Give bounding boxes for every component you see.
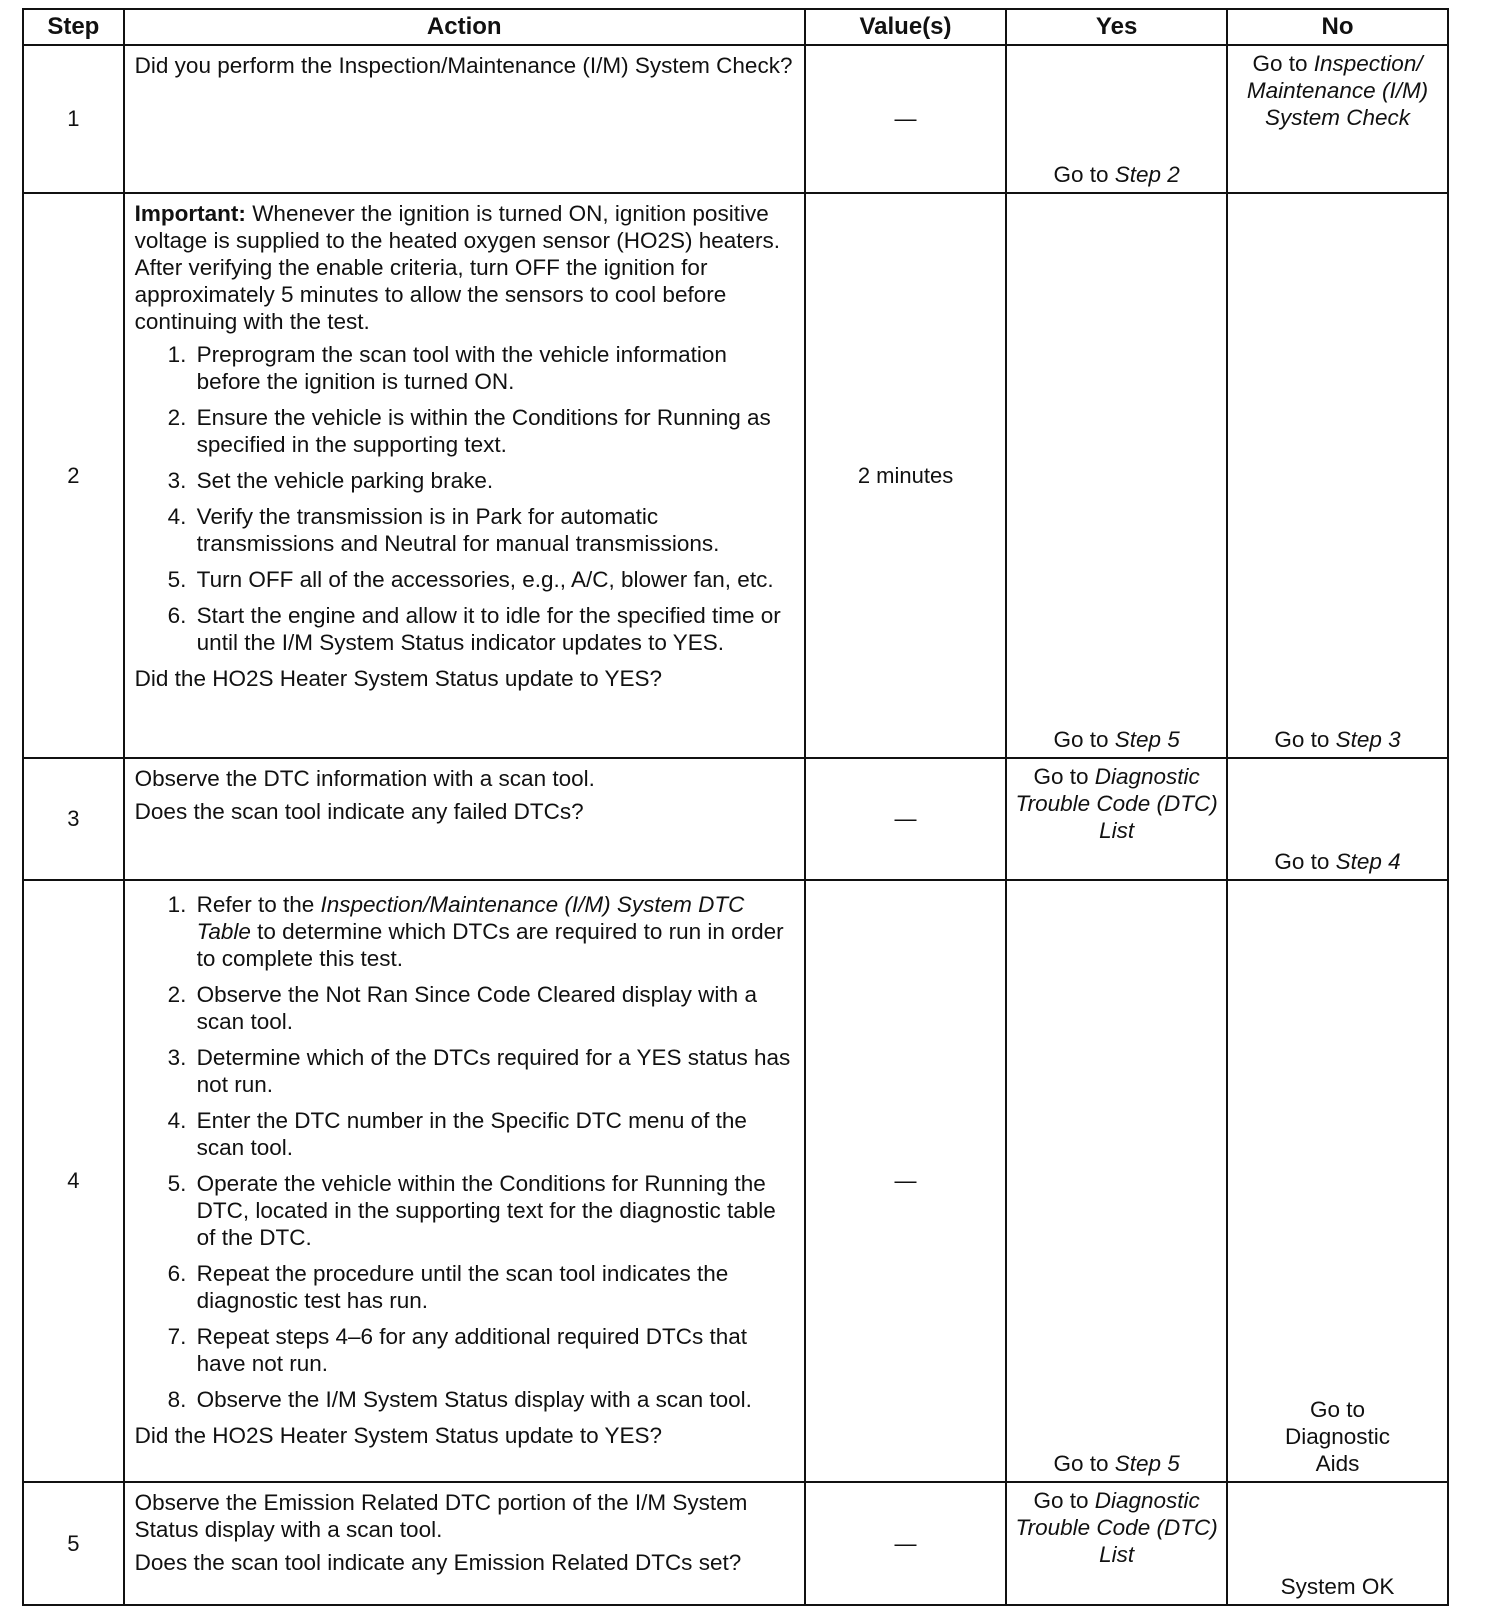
yes-cell [1006, 880, 1227, 1482]
action-question: Does the scan tool indicate any failed DTCs? [134, 799, 584, 825]
yes-link-step-2[interactable]: Step 2 [1114, 161, 1180, 187]
step-number: 1 [23, 45, 124, 193]
yes-prefix: Go to [1033, 1488, 1089, 1514]
no-cell [1227, 193, 1448, 758]
yes-prefix: Go to [1053, 161, 1109, 187]
yes-link-dtc-list[interactable]: Diagnostic Trouble Code (DTC) List [1015, 1488, 1218, 1568]
value-cell: — [805, 45, 1006, 193]
item-suffix: to determine which DTCs are required to run in order to complete this test. [196, 919, 784, 972]
action-cell [124, 45, 805, 193]
list-item: 6. Repeat the procedure until the scan tool indicates the diagnostic test has run. [193, 1260, 796, 1314]
value-cell: — [805, 880, 1006, 1482]
header-step: Step [23, 9, 124, 45]
table-row-step-2 [23, 193, 1448, 758]
no-cell [1227, 758, 1448, 880]
table-row-step-3 [23, 758, 1448, 880]
action-question: Does the scan tool indicate any Emission Related DTCs set? [134, 1550, 742, 1576]
action-cell [124, 1482, 805, 1605]
step-number: 4 [23, 880, 124, 1482]
value-cell: — [805, 758, 1006, 880]
list-item [193, 891, 796, 972]
list-item: 5. Operate the vehicle within the Conditions for Running the DTC, located in the supporting text for the diagnostic table of the DTC. [193, 1170, 796, 1251]
action-question: Did the HO2S Heater System Status update to YES? [134, 665, 663, 691]
important-label: Important: [134, 200, 246, 226]
header-yes: Yes [1006, 9, 1227, 45]
no-link-step-4[interactable]: Step 4 [1335, 849, 1401, 875]
no-prefix: Go to [1252, 51, 1308, 76]
important-text: Whenever the ignition is turned ON, ignition positive voltage is supplied to the heated oxygen sensor (HO2S) heaters. After verifying the enable criteria, turn OFF the ignition for approximately 5 minutes to allow the sensors to cool before continuing with the test. [134, 200, 781, 334]
header-no: No [1227, 9, 1448, 45]
system-ok-text: System OK [1280, 1574, 1395, 1599]
list-item: 2. Observe the Not Ran Since Code Cleared display with a scan tool. [193, 981, 796, 1035]
action-question: Did the HO2S Heater System Status update to YES? [134, 1423, 663, 1449]
no-link-diagnostic-aids[interactable]: Go to Diagnostic Aids [1285, 1397, 1391, 1477]
table-row-step-4 [23, 880, 1448, 1482]
value-cell: 2 minutes [805, 193, 1006, 758]
procedure-list [135, 891, 796, 1413]
table-row-step-1 [23, 45, 1448, 193]
list-item: 3. Set the vehicle parking brake. [193, 467, 796, 494]
list-item: 7. Repeat steps 4–6 for any additional required DTCs that have not run. [193, 1323, 796, 1377]
yes-prefix: Go to [1053, 727, 1109, 753]
no-prefix: Go to [1274, 849, 1330, 875]
action-text: Observe the Emission Related DTC portion of the I/M System Status display with a scan tool. [134, 1490, 748, 1543]
im-dtc-table-link[interactable]: Inspection/Maintenance (I/M) System DTC Table [196, 892, 745, 945]
list-item: 8. Observe the I/M System Status display with a scan tool. [193, 1386, 796, 1413]
no-link-im-system-check[interactable]: Inspection/ Maintenance (I/M) System Check [1246, 51, 1429, 130]
list-item: 4. Verify the transmission is in Park for automatic transmissions and Neutral for manual transmissions. [193, 503, 796, 557]
action-cell [124, 758, 805, 880]
item-prefix: Refer to the [196, 892, 315, 918]
step-number: 5 [23, 1482, 124, 1605]
header-values: Value(s) [805, 9, 1006, 45]
no-cell [1227, 45, 1448, 193]
yes-link-step-5[interactable]: Step 5 [1114, 1451, 1180, 1477]
list-item: 1. Preprogram the scan tool with the vehicle information before the ignition is turned ON. [193, 341, 796, 395]
action-cell [124, 193, 805, 758]
no-cell [1227, 1482, 1448, 1605]
procedure-list [135, 341, 796, 656]
list-item: 5. Turn OFF all of the accessories, e.g., A/C, blower fan, etc. [193, 566, 796, 593]
yes-cell [1006, 45, 1227, 193]
value-cell: — [805, 1482, 1006, 1605]
action-cell [124, 880, 805, 1482]
no-prefix: Go to [1274, 727, 1330, 753]
yes-prefix: Go to [1033, 764, 1089, 790]
yes-link-dtc-list[interactable]: Diagnostic Trouble Code (DTC) List [1015, 764, 1218, 844]
action-text: Observe the DTC information with a scan tool. [134, 766, 595, 792]
yes-cell [1006, 758, 1227, 880]
yes-cell [1006, 193, 1227, 758]
header-row [23, 9, 1448, 45]
action-question: Did you perform the Inspection/Maintenance (I/M) System Check? [134, 53, 793, 78]
table-row-step-5 [23, 1482, 1448, 1605]
yes-prefix: Go to [1053, 1451, 1109, 1477]
step-number: 2 [23, 193, 124, 758]
no-cell [1227, 880, 1448, 1482]
list-item: 3. Determine which of the DTCs required for a YES status has not run. [193, 1044, 796, 1098]
list-item: 4. Enter the DTC number in the Specific DTC menu of the scan tool. [193, 1107, 796, 1161]
list-item: 6. Start the engine and allow it to idle for the specified time or until the I/M System Status indicator updates to YES. [193, 602, 796, 656]
step-number: 3 [23, 758, 124, 880]
no-link-step-3[interactable]: Step 3 [1335, 727, 1401, 753]
diagnostic-table [22, 8, 1449, 1606]
header-action: Action [124, 9, 805, 45]
yes-cell [1006, 1482, 1227, 1605]
list-item: 2. Ensure the vehicle is within the Conditions for Running as specified in the supporting text. [193, 404, 796, 458]
yes-link-step-5[interactable]: Step 5 [1114, 727, 1180, 753]
important-note [135, 200, 796, 335]
